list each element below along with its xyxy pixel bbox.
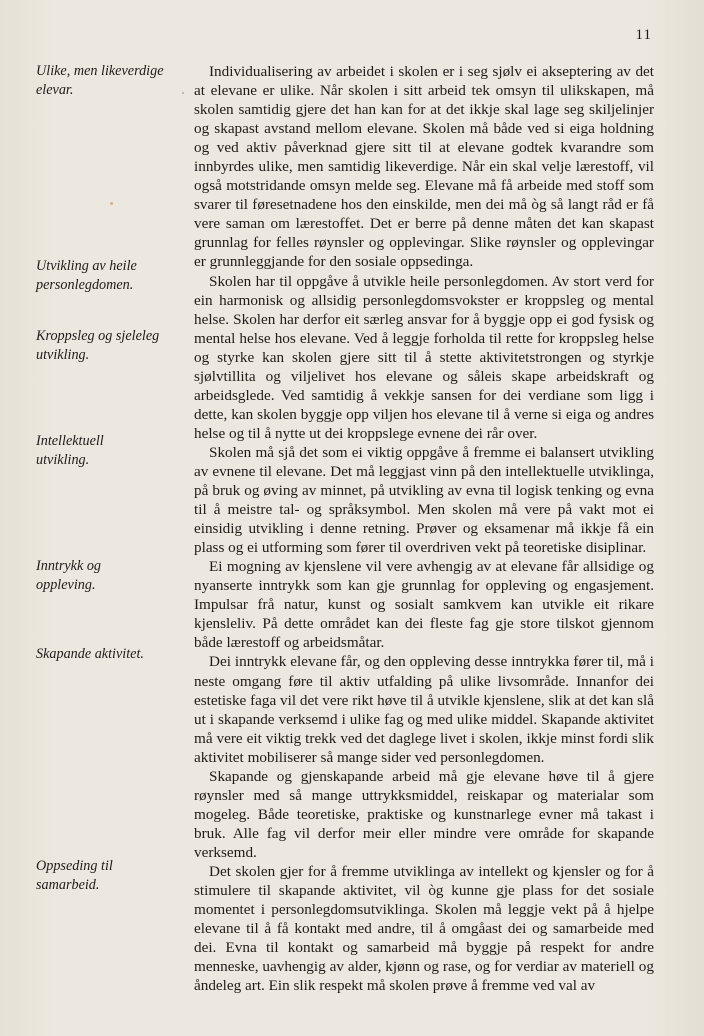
margin-note: Utvikling av heile personlegdomen.: [36, 258, 137, 293]
margin-note: Oppseding til samarbeid.: [36, 858, 113, 893]
margin-note: Skapande aktivitet.: [36, 646, 144, 662]
paragraph: Dei inntrykk elevane får, og den oppleving desse inntrykka fører til, må i neste omgang føre til aktiv utfalding på ulike livsområde. Innanfor dei estetiske faga vil det vere rikt høve til å utvikle kjenslene, slik at det kan slå ut i skapande verksemd i ulike fag og med ulike middel. Skapande aktivitet må vere eit viktig trekk ved det daglege livet i skolen, ikkje minst fordi slik aktivitet mobiliserer så mange sider ved personlegdomen.: [194, 653, 654, 766]
paragraph: Individualisering av arbeidet i skolen er i seg sjølv ei akseptering av det at elevane er ulike. Når skolen i sitt arbeid tek omsyn til ulikskapen, må skolen samtidig gjere det han kan for at det ikkje skal lage seg skiljelinjer og skapast avstand mellom elevane. Skolen må både ved si eiga holdning og ved aktiv påverknad gjere sitt til at elevane godtek kvarandre som innbyrdes ulike, men samtidig likeverdige. Når ein skal velje lærestoff, vil også motstridande omsyn melde seg. Elevane må få arbeide med stoff som svarer til føresetnadene hos den einskilde, men dei må òg så langt råd er få vere saman om lærestoffet. Det er berre på denne måten det kan skapast grunnlag for felles røynsler og opplevingar. Slike røynsler og opplevingar er grunnleggjande for den sosiale oppsedinga.: [194, 63, 654, 271]
paragraph: Det skolen gjer for å fremme utviklinga av intellekt og kjensler og for å stimulere til skapande aktivitet, vil òg kunne gje plass for det sosiale momentet i personlegdomsutviklinga. Skolen må leggje vekt på å hjelpe elevane til å få kontakt med andre, til å omgåast dei og samarbeide med dei. Evna til kontakt og samarbeid må byggje på respekt for andre menneske, uavhengig av alder, kjønn og rase, og for verdiar av materiell og åndeleg art. Ein slik respekt må skolen prøve å fremme ved val av: [194, 862, 654, 995]
margin-note: Ulike, men likeverdige elevar.: [36, 63, 164, 98]
margin-note: Inntrykk og oppleving.: [36, 558, 102, 593]
margin-note: Kroppsleg og sjeleleg utvikling.: [36, 328, 160, 363]
page-number: 11: [635, 27, 652, 43]
margin-note: Intellektuell utvikling.: [36, 433, 104, 468]
paper-speck: [110, 202, 113, 205]
paper-speck: [182, 92, 184, 94]
paragraph: Ei mogning av kjenslene vil vere avhengig av at elevane får allsidige og nyanserte inntrykk som kan gje grunnlag for oppleving og engasjement. Impulsar frå natur, kunst og sosialt samkvem kan utvikle eit rikare kjensleliv. På dette området kan dei fleste fag gje store tilskot gjennom både lærestoff og arbeidsmåtar.: [194, 558, 654, 652]
paragraph: Skapande og gjenskapande arbeid må gje elevane høve til å gjere røynsler med så mange uttrykksmiddel, reiskapar og materialar som mogeleg. Både teoretiske, praktiske og kunstnarlege evner må takast i bruk. Alle fag vil derfor meir eller mindre vere område for skapande verksemd.: [194, 767, 654, 861]
body-text: [194, 62, 654, 995]
paragraph: Skolen har til oppgåve å utvikle heile personlegdomen. Av stort verd for ein harmonisk og allsidig personlegdomsvokster er kroppsleg og mental helse. Skolen har derfor eit særleg ansvar for å byggje opp ei god fysisk og mental helse hos elevane. Ved å leggje forholda til rette for kroppsleg helse og styrke kan skolen gjere sitt til å stette aktivitetstrongen og styrkje sjølvtillita og viljelivet hos elevane og såleis skape arbeidskraft og arbeidsglede. Ved samtidig å vekkje sansen for dei verdiane som ligg i dette, kan skolen byggje opp viljen hos elevane til å verne si eiga og andres helse og til å nytte ut dei kroppslege evnene dei rår over.: [194, 272, 654, 442]
paragraph: Skolen må sjå det som ei viktig oppgåve å fremme ei balansert utvikling av evnene til elevane. Det må leggjast vinn på den intellektuelle utviklinga, på bruk og øving av minnet, på utvikling av evna til logisk tenking og evna til å meistre tal- og språksymbol. Men skolen må vere på vakt mot ei einsidig utvikling i denne retning. Prøver og eksamenar må ikkje få ein plass og ei utforming som fører til overdriven vekt på teoretiske disiplinar.: [194, 443, 654, 557]
